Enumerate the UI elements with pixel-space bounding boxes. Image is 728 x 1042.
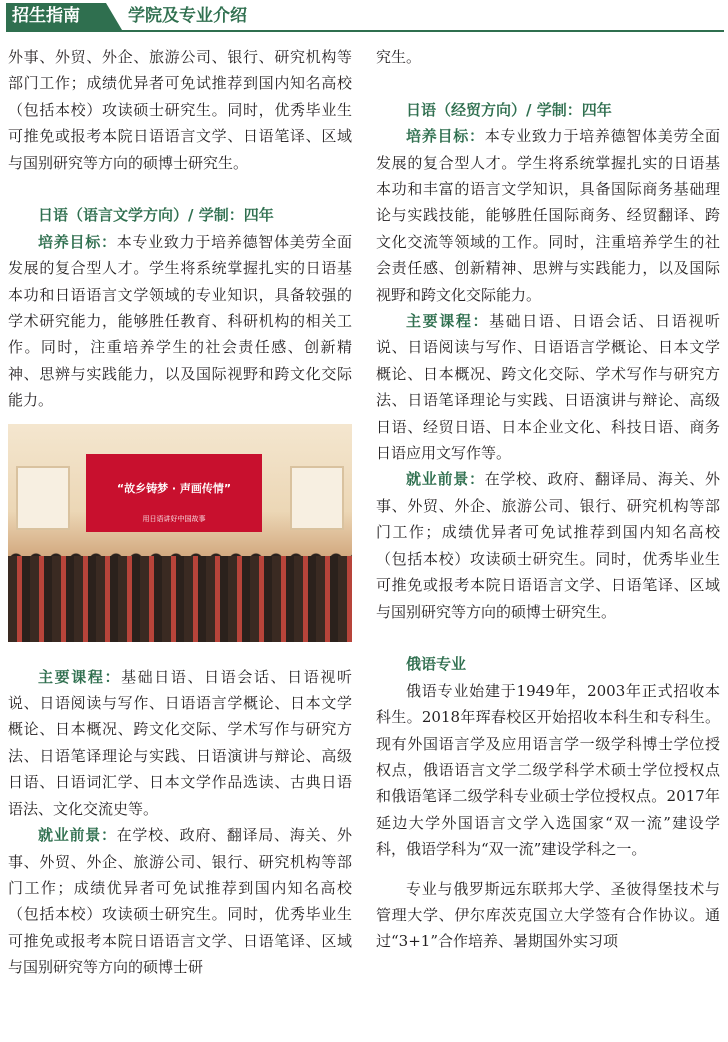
job-label: 就业前景： [38, 826, 117, 845]
event-photo [8, 424, 352, 642]
business-job-paragraph [376, 466, 720, 624]
stage-screen-title: “故乡铸梦 · 声画传情” [116, 481, 232, 495]
russian-heading: 俄语专业 [406, 655, 467, 674]
course-label: 主要课程： [406, 312, 490, 331]
course-text: 基础日语、日语会话、日语视听说、日语阅读与写作、日语语言学概论、日本文学概论、日本概况、跨文化交际、学术写作与研究方法、日语笔译理论与实践、日语演讲与辩论、高级日语、经贸日语、日本企业文化、科技日语、商务日语应用文写作等。 [376, 312, 720, 463]
goal-label: 培养目标： [38, 232, 117, 251]
job-text: 在学校、政府、翻译局、海关、外事、外贸、外企、旅游公司、银行、研究机构等部门工作；成绩优异者可免试推荐到国内知名高校（包括本校）攻读硕士研究生。同时，优秀毕业生可推免或报考本院日语语言文学、日语笔译、区域与国别研究等方向的硕博士研 [8, 826, 352, 977]
auditorium-seats [8, 556, 352, 642]
business-course-paragraph [376, 308, 720, 466]
page-title: 学院及专业介绍 [128, 6, 247, 26]
left-intro-paragraph: 外事、外贸、外企、旅游公司、银行、研究机构等部门工作；成绩优异者可免试推荐到国内知名高校（包括本校）攻读硕士研究生。同时，优秀毕业生可推免或报考本院日语语言文学、日语笔译、区域与国别研究等方向的硕博士研究生。 [8, 48, 352, 172]
header-rule [6, 30, 724, 32]
goal-label: 培养目标： [406, 127, 485, 146]
section-label: 招生指南 [6, 3, 106, 30]
job-label: 就业前景： [406, 470, 485, 489]
japanese-literature-heading: 日语（语言文学方向）/ 学制：四年 [38, 206, 274, 225]
right-intro-paragraph: 究生。 [376, 48, 422, 66]
literature-goal-paragraph [8, 229, 352, 414]
russian-paragraph-2: 专业与俄罗斯远东联邦大学、圣彼得堡技术与管理大学、伊尔库茨克国立大学签有合作协议。通过“3+1”合作培养、暑期国外实习项 [376, 879, 720, 951]
photo-window-left [16, 466, 70, 530]
photo-window-right [290, 466, 344, 530]
literature-job-paragraph [8, 822, 352, 980]
japanese-business-heading: 日语（经贸方向）/ 学制：四年 [406, 100, 612, 119]
course-label: 主要课程： [38, 667, 122, 686]
job-text: 在学校、政府、翻译局、海关、外事、外贸、外企、旅游公司、银行、研究机构等部门工作；成绩优异者可免试推荐到国内知名高校（包括本校）攻读硕士研究生。同时，优秀毕业生可推免或报考本院日语语言文学、日语笔译、区域与国别研究等方向的硕博士研究生。 [376, 470, 720, 621]
stage-screen-subtitle: 用日语讲好中国故事 [142, 515, 206, 524]
course-text: 基础日语、日语会话、日语视听说、日语阅读与写作、日语语言学概论、日本文学概论、日本概况、跨文化交际、学术写作与研究方法、日语笔译理论与实践、日语演讲与辩论、高级日语、日语词汇学、日本文学作品选读、古典日语语法、文化交流史等。 [8, 667, 352, 818]
left-column [8, 44, 352, 981]
business-goal-paragraph [376, 123, 720, 308]
goal-text: 本专业致力于培养德智体美劳全面发展的复合型人才。学生将系统掌握扎实的日语基本功和丰富的语言文学知识，具备国际商务基础理论与实践技能，能够胜任国际商务、经贸翻译、跨文化交流等领域的工作。同时，注重培养学生的社会责任感、创新精神、思辨与实践能力，以及国际视野和跨文化交际能力。 [376, 127, 720, 304]
goal-text: 本专业致力于培养德智体美劳全面发展的复合型人才。学生将系统掌握扎实的日语基本功和日语语言文学领域的专业知识，具备较强的学术研究能力，能够胜任教育、科研机构的相关工作。同时，注重培养学生的社会责任感、创新精神、思辨与实践能力，以及国际视野和跨文化交际能力。 [8, 232, 352, 410]
page-header [0, 0, 728, 34]
russian-paragraph-1: 俄语专业始建于1949年，2003年正式招收本科生。2018年珲春校区开始招收本科生和专科生。现有外国语言学及应用语言学一级学科博士学位授权点，俄语语言文学二级学科学术硕士学位授权点和俄语笔译二级学科专业硕士学位授权点。2017年延边大学外国语言文学入选国家“双一流”建设学科，俄语学科为“双一流”建设学科之一。 [376, 681, 720, 859]
literature-course-paragraph [8, 664, 352, 822]
header-tab-shape [106, 3, 122, 30]
right-column [376, 44, 720, 955]
stage-screen [86, 454, 262, 532]
